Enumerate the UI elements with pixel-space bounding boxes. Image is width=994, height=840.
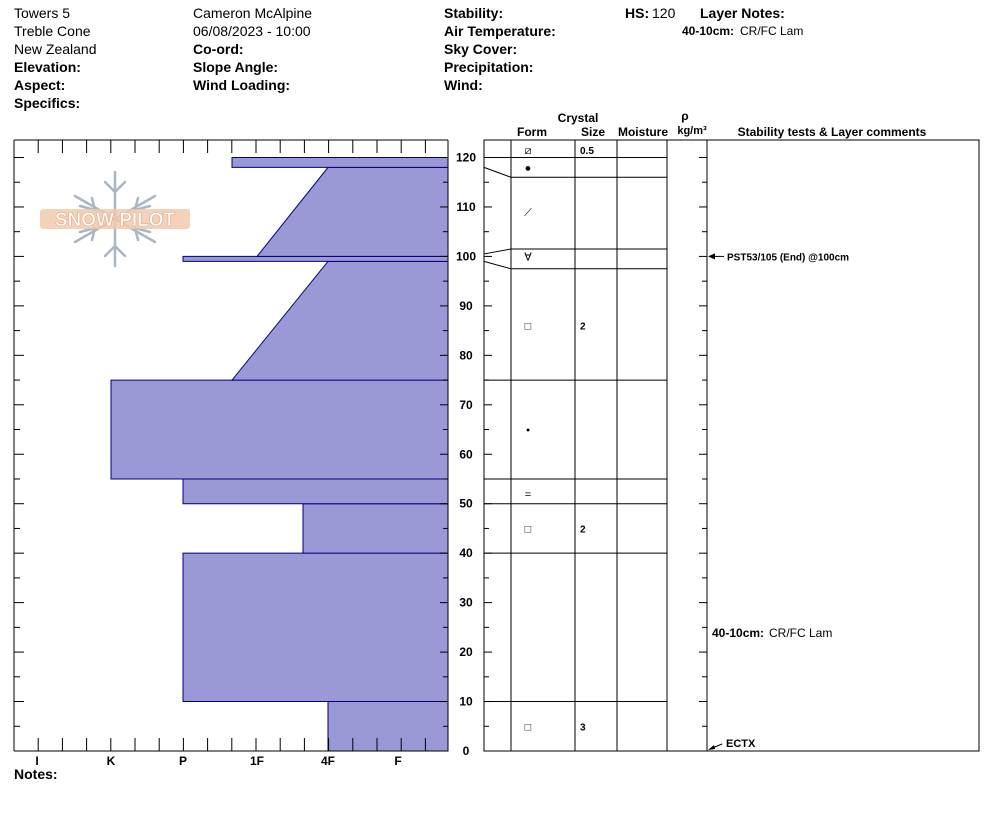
- notes-label: Notes:: [14, 766, 58, 782]
- aspect-label: Aspect:: [14, 77, 66, 93]
- comments-header: Stability tests & Layer comments: [737, 125, 927, 139]
- layer-comment-range: 40-10cm:: [712, 626, 765, 640]
- depth-tick-label: 60: [459, 447, 473, 462]
- area-name: Treble Cone: [14, 23, 91, 39]
- depth-axis-labels: [456, 151, 476, 759]
- depth-tick-label: 90: [459, 298, 473, 313]
- hardness-tick-label: I: [35, 754, 39, 768]
- hs-label: HS:: [625, 5, 650, 21]
- crystal-header: Crystal: [557, 111, 599, 125]
- observation-datetime: 06/08/2023 - 10:00: [193, 23, 311, 39]
- hardness-tick-label: F: [394, 754, 402, 768]
- grain-size-value: 0.5: [580, 146, 594, 157]
- slope-angle-label: Slope Angle:: [193, 59, 279, 75]
- country-name: New Zealand: [14, 41, 97, 57]
- precipitation-label: Precipitation:: [444, 59, 534, 75]
- layer-note-range: 40-10cm:: [682, 24, 735, 38]
- depth-tick-label: 20: [459, 645, 473, 660]
- wind-loading-label: Wind Loading:: [193, 77, 291, 93]
- layer-comment-text: CR/FC Lam: [769, 626, 833, 640]
- form-header: Form: [517, 125, 547, 139]
- depth-tick-label: 80: [459, 348, 473, 363]
- test-arrow-head: [708, 253, 715, 259]
- hardness-tick-label: P: [178, 754, 188, 768]
- depth-tick-label: 10: [459, 694, 473, 709]
- grain-form-symbol: □: [524, 523, 532, 536]
- depth-tick-label: 110: [456, 199, 476, 214]
- depth-tick-label: 50: [459, 496, 473, 511]
- depth-tick-label: 120: [455, 150, 477, 165]
- grain-form-symbol: ●: [524, 162, 532, 175]
- hardness-segment: [183, 256, 448, 261]
- grain-size-value: 2: [580, 321, 586, 333]
- layer-comment: [712, 626, 832, 640]
- logo-text: SNOW PILOT: [54, 210, 176, 231]
- stability-tests: [708, 252, 849, 750]
- depth-tick-label: 0: [462, 744, 470, 758]
- observer-name: Cameron McAlpine: [193, 5, 313, 21]
- sky-cover-label: Sky Cover:: [444, 41, 518, 57]
- location-name: Towers 5: [14, 5, 71, 21]
- air-temperature-label: Air Temperature:: [444, 23, 556, 39]
- grain-form-symbol: •: [526, 424, 530, 437]
- depth-tick-label: 70: [459, 397, 473, 412]
- hs-value: 120: [652, 5, 676, 21]
- depth-tick-label: 30: [459, 595, 473, 610]
- layer-note-text: CR/FC Lam: [740, 24, 804, 38]
- grain-form-symbol: ⟋: [524, 206, 532, 219]
- hardness-profile: [111, 158, 448, 752]
- hardness-axis-labels: [35, 754, 401, 768]
- rho-header: ρ: [681, 109, 689, 123]
- specifics-label: Specifics:: [14, 95, 81, 111]
- grain-size-value: 3: [580, 722, 586, 734]
- stability-test-label: PST53/105 (End) @100cm: [727, 252, 850, 264]
- hardness-tick-label: 4F: [320, 754, 336, 768]
- grain-form-symbol: □: [524, 320, 532, 333]
- hardness-tick-label: 1F: [249, 754, 265, 768]
- wind-label: Wind:: [444, 77, 483, 93]
- test-arrow-head: [708, 745, 715, 750]
- hardness-segment: [303, 504, 448, 553]
- hardness-segment: [183, 553, 448, 701]
- grain-form-symbol: ∀: [524, 251, 532, 264]
- stability-test-label: ECTX: [726, 738, 756, 750]
- density-header: kg/m³: [677, 125, 707, 137]
- hardness-segment: [257, 167, 448, 256]
- layer-table-frame: [484, 140, 979, 751]
- hardness-segment: [232, 158, 448, 168]
- grain-form-symbol: ⧄: [524, 145, 532, 157]
- hardness-segment: [183, 479, 448, 504]
- moisture-header: Moisture: [617, 125, 669, 139]
- grain-form-symbol: □: [524, 721, 532, 734]
- coord-label: Co-ord:: [193, 41, 244, 57]
- snowpilot-logo: [40, 172, 190, 266]
- depth-tick-label: 40: [459, 546, 473, 561]
- hardness-segment: [111, 380, 448, 479]
- hardness-segment: [232, 261, 448, 380]
- elevation-label: Elevation:: [14, 59, 81, 75]
- table-depth-ticks: [484, 158, 707, 752]
- hardness-segment: [328, 702, 448, 751]
- depth-tick-label: 100: [455, 249, 477, 264]
- grain-form-symbol: =: [524, 488, 532, 501]
- grain-size-value: 2: [580, 524, 586, 536]
- layer-rows: [524, 145, 594, 733]
- hardness-tick-label: K: [106, 754, 116, 768]
- size-header: Size: [580, 125, 606, 139]
- stability-label: Stability:: [444, 5, 504, 21]
- layer-notes-label: Layer Notes:: [700, 5, 785, 21]
